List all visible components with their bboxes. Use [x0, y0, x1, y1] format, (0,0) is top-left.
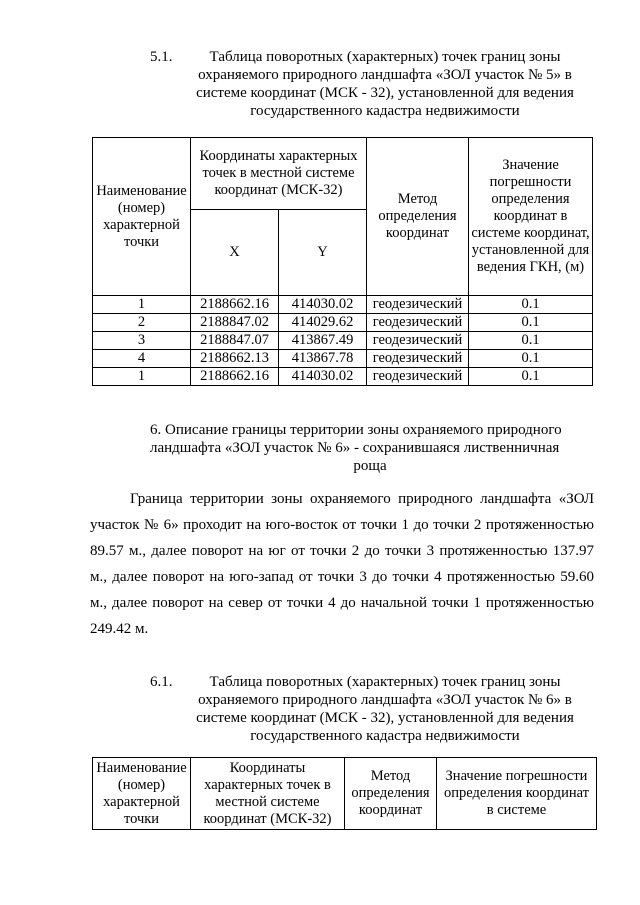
cell-x: 2188662.16 — [191, 296, 279, 314]
table-row — [93, 332, 593, 350]
cell-method: геодезический — [367, 350, 469, 368]
cell-y: 414030.02 — [279, 296, 367, 314]
caption-line: государственного кадастра недвижимости — [250, 103, 520, 119]
cell-y: 414029.62 — [279, 314, 367, 332]
section-title-line: роща — [353, 458, 387, 474]
caption-line: системе координат (МСК - 32), установленной для ведения — [196, 85, 574, 101]
caption-number: 6.1. — [150, 674, 173, 690]
header-point-name: Наименование (номер) характерной точки — [93, 138, 191, 296]
table-row — [93, 314, 593, 332]
cell-point: 2 — [93, 314, 191, 332]
header-coordinates: Координаты характерных точек в местной системе координат (МСК-32) — [191, 758, 345, 830]
header-point-name: Наименование (номер) характерной точки — [93, 758, 191, 830]
table-row — [93, 296, 593, 314]
cell-point: 3 — [93, 332, 191, 350]
section-title-line: 6. Описание границы территории зоны охраняемого природного — [150, 422, 562, 438]
caption-line: охраняемого природного ландшафта «ЗОЛ участок № 5» в — [198, 67, 572, 83]
caption-line: государственного кадастра недвижимости — [250, 728, 520, 744]
cell-method: геодезический — [367, 296, 469, 314]
header-error: Значение погрешности определения координат в системе — [437, 758, 597, 830]
cell-error: 0.1 — [469, 296, 593, 314]
table-row — [93, 368, 593, 386]
cell-error: 0.1 — [469, 314, 593, 332]
cell-error: 0.1 — [469, 350, 593, 368]
table-6-1 — [92, 757, 597, 830]
caption-line: системе координат (МСК - 32), установленной для ведения — [196, 710, 574, 726]
section-6-paragraph — [90, 486, 594, 642]
cell-method: геодезический — [367, 368, 469, 386]
header-method: Метод определения координат — [367, 138, 469, 296]
table-5-1 — [92, 137, 593, 386]
cell-method: геодезический — [367, 314, 469, 332]
caption-line: Таблица поворотных (характерных) точек границ зоны — [209, 49, 561, 65]
cell-error: 0.1 — [469, 332, 593, 350]
caption-line: охраняемого природного ландшафта «ЗОЛ участок № 6» в — [198, 692, 572, 708]
cell-x: 2188662.16 — [191, 368, 279, 386]
caption-line: Таблица поворотных (характерных) точек границ зоны — [209, 674, 561, 690]
table-row — [93, 350, 593, 368]
cell-method: геодезический — [367, 332, 469, 350]
cell-point: 4 — [93, 350, 191, 368]
cell-point: 1 — [93, 296, 191, 314]
table-5-1-caption — [150, 48, 590, 120]
section-6-heading — [150, 421, 590, 475]
cell-y: 414030.02 — [279, 368, 367, 386]
table-6-1-caption — [150, 673, 590, 745]
cell-x: 2188847.07 — [191, 332, 279, 350]
header-error: Значение погрешности определения координат в системе координат, установленной для ведения ГКН, (м) — [469, 138, 593, 296]
cell-x: 2188662.13 — [191, 350, 279, 368]
header-x: X — [191, 210, 279, 296]
section-title-line: ландшафта «ЗОЛ участок № 6» - сохранившаяся лиственничная — [150, 440, 560, 456]
header-y: Y — [279, 210, 367, 296]
caption-number: 5.1. — [150, 49, 173, 65]
cell-x: 2188847.02 — [191, 314, 279, 332]
header-method: Метод определения координат — [345, 758, 437, 830]
cell-y: 413867.49 — [279, 332, 367, 350]
cell-error: 0.1 — [469, 368, 593, 386]
cell-point: 1 — [93, 368, 191, 386]
cell-y: 413867.78 — [279, 350, 367, 368]
header-coordinates: Координаты характерных точек в местной системе координат (МСК-32) — [191, 138, 367, 210]
paragraph-text: Граница территории зоны охраняемого природного ландшафта «ЗОЛ участок № 6» проходит на юго-восток от точки 1 до точки 2 протяженностью 89.57 м., далее поворот на юг от точки 2 до точки 3 протяженностью 137.97 м., далее поворот на юго-запад от точки 3 до точки 4 протяженностью 59.60 м., далее поворот на север от точки 4 до начальной точки 1 протяженностью 249.42 м. — [90, 491, 594, 637]
